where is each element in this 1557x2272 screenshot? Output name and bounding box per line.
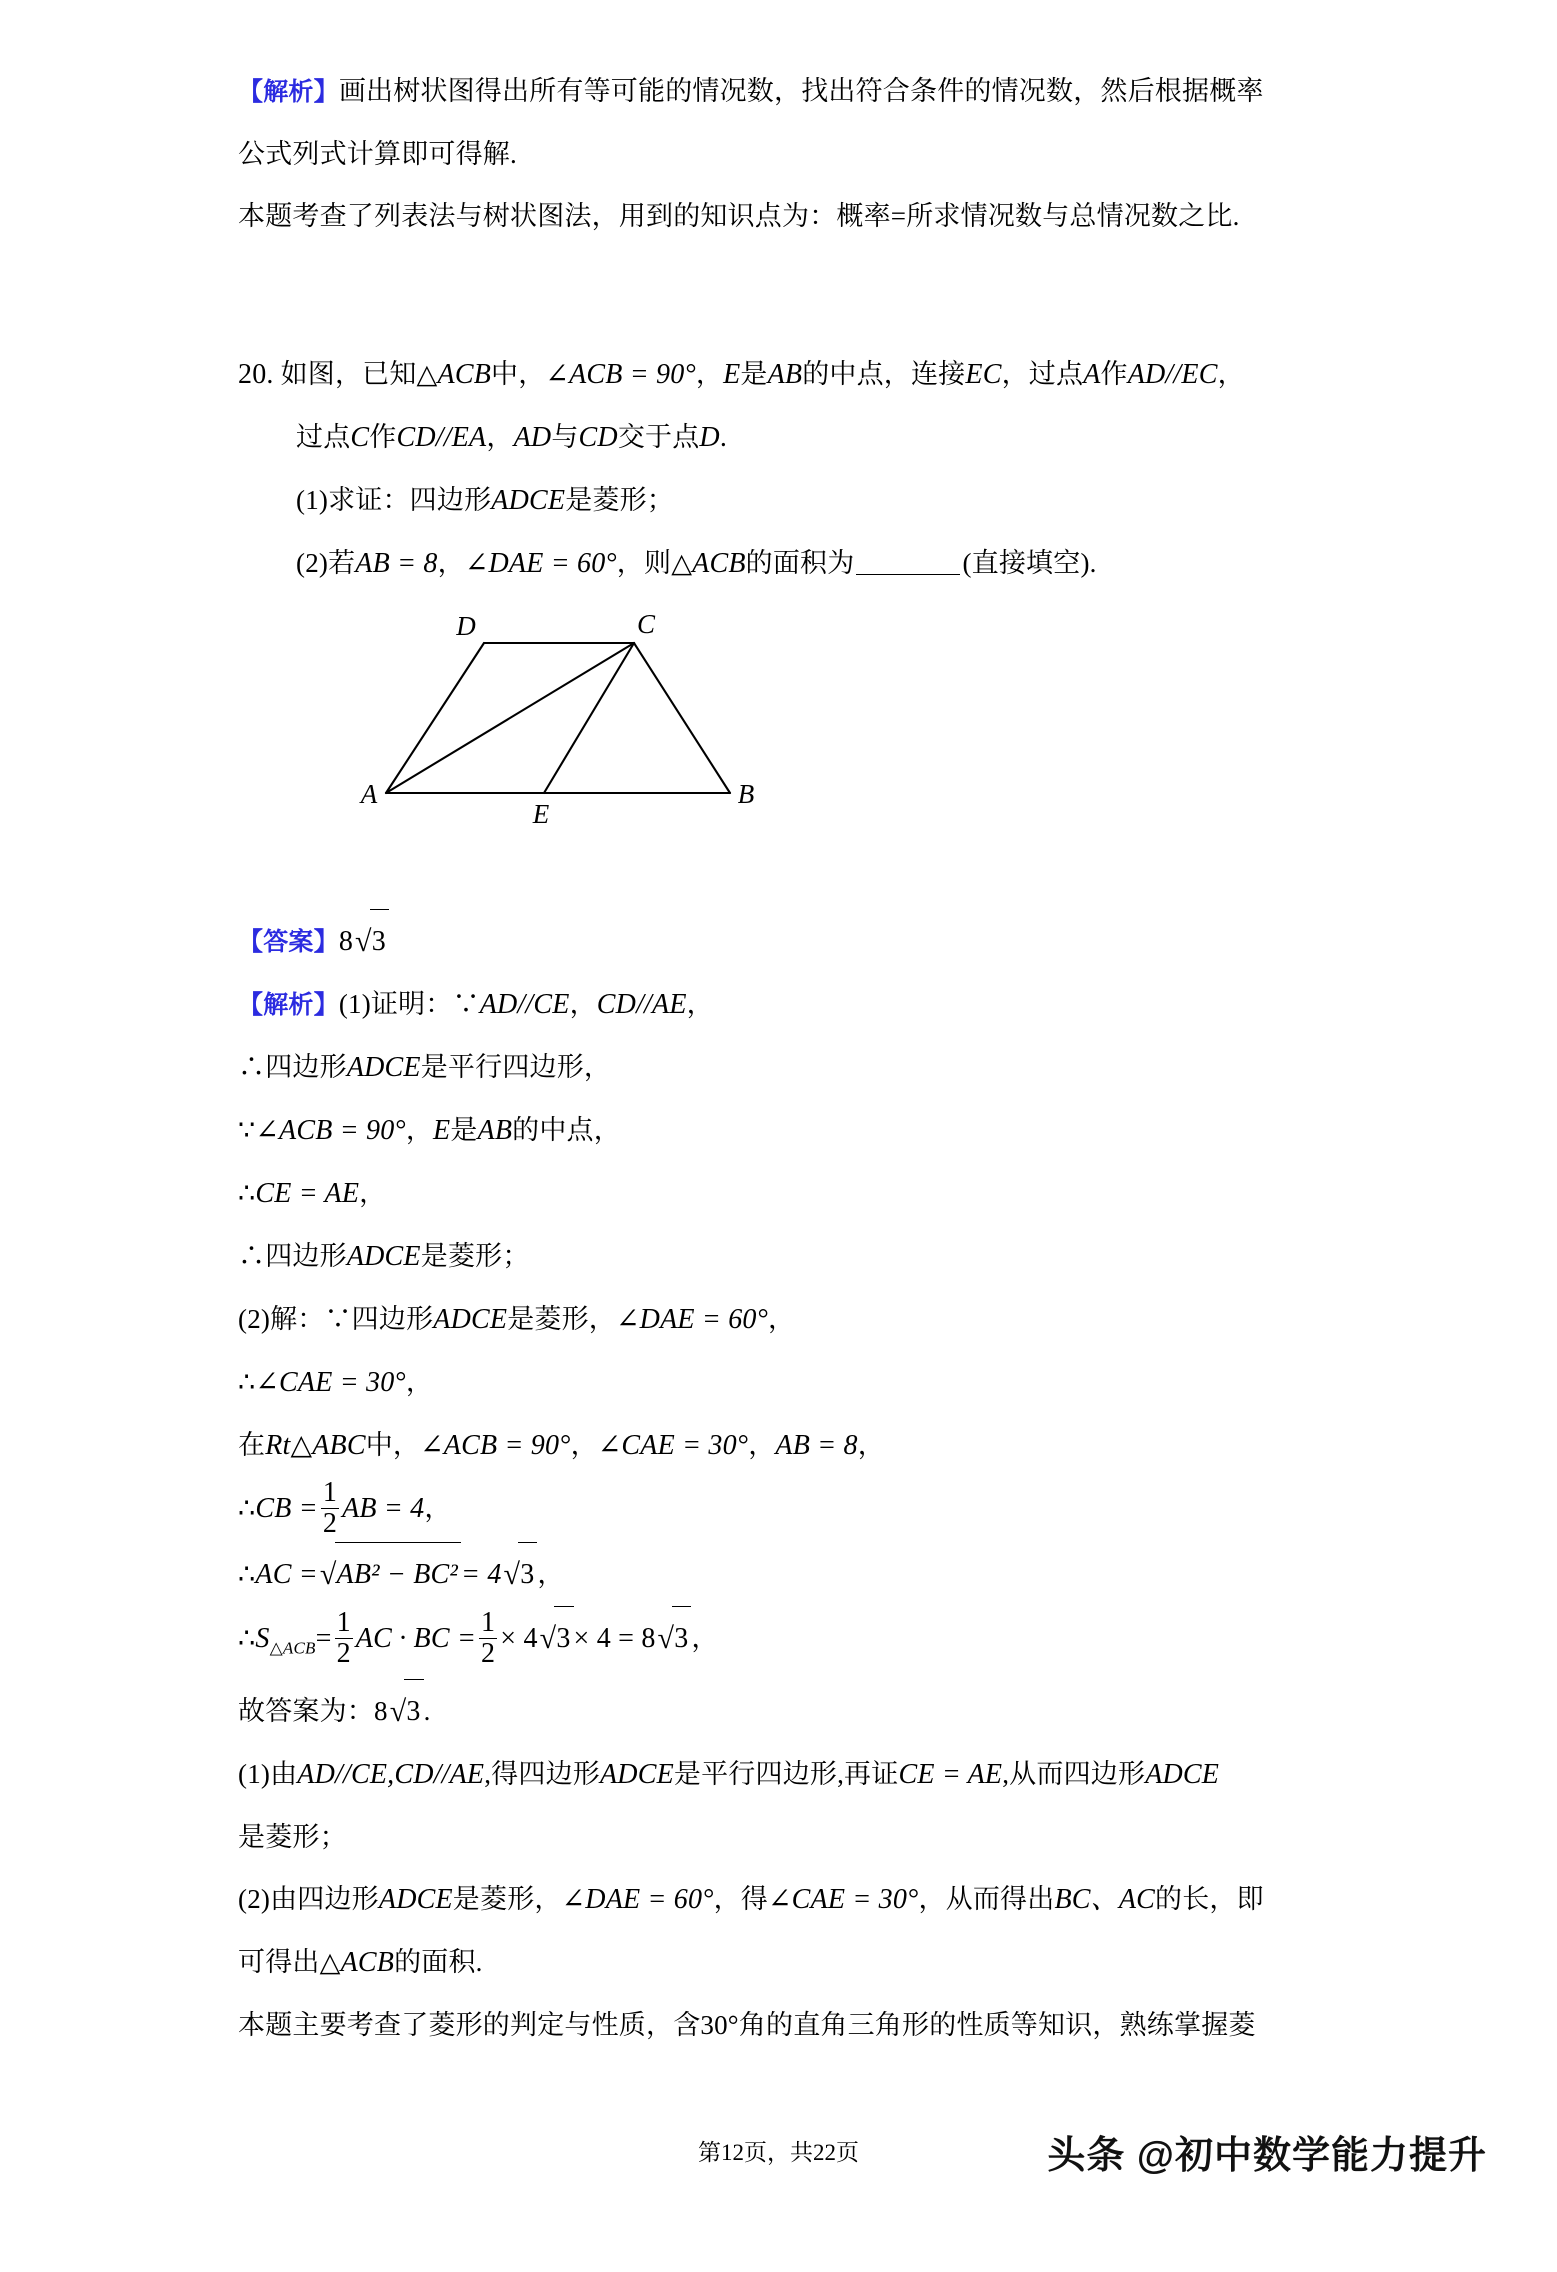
part1-math-adce: ADCE xyxy=(491,485,566,516)
exp-10b: AC = xyxy=(255,1558,318,1590)
sum-1e: 是平行四边形,再证 xyxy=(673,1758,899,1789)
exp-11sub: △ACB xyxy=(269,1637,316,1657)
exp-1b: AD//CE xyxy=(479,989,570,1020)
stem-math-ec: EC xyxy=(965,359,1002,390)
watermark: 头条 @初中数学能力提升 xyxy=(1047,2135,1487,2177)
stem-text-1o: ， xyxy=(1217,359,1245,389)
stem-math-e: E xyxy=(723,359,741,390)
explanation-line-12 xyxy=(238,1679,1338,1743)
stem-text-2i: 交于点 xyxy=(617,422,700,452)
exp-1c: ， xyxy=(569,989,597,1019)
sum-1d: ADCE xyxy=(599,1758,674,1790)
exp-7a: ∴ xyxy=(238,1367,256,1397)
exp-6a: (2)解：∵四边形 xyxy=(238,1304,434,1334)
prev-explanation-block xyxy=(238,60,1338,123)
prev-explanation-line3-row xyxy=(238,185,1338,247)
question20-stem-line1 xyxy=(238,343,1338,406)
exp-1e: ， xyxy=(686,989,714,1019)
exp-9c: AB = 4 xyxy=(342,1493,425,1524)
stem-math-cd-par-ea: CD//EA xyxy=(396,422,487,453)
part2-text-e: ，则△ xyxy=(616,548,693,578)
stem-text-2g: 与 xyxy=(551,422,579,452)
stem-math-cd: CD xyxy=(578,422,618,453)
diagram-label-B: B xyxy=(737,779,755,809)
summary-line-4 xyxy=(238,1931,1338,1994)
explanation-tag-2: 【解析】 xyxy=(238,991,339,1019)
sum-1a: (1)由 xyxy=(238,1758,298,1789)
diagram-label-A: A xyxy=(360,779,378,809)
diagram-label-E: E xyxy=(532,799,550,829)
sum-4c: 的面积. xyxy=(394,1946,483,1977)
question-number: 20. xyxy=(238,359,274,390)
exp-5c: 是菱形； xyxy=(420,1241,530,1271)
spacer xyxy=(238,247,1338,343)
stem-math-ab: AB xyxy=(767,359,803,390)
explanation-line-9 xyxy=(238,1477,1338,1542)
sqrt-3-d: √3 xyxy=(388,1679,424,1743)
answer-blank[interactable] xyxy=(856,554,960,575)
exp-10d: ， xyxy=(537,1558,565,1589)
prev-explanation-line3: 本题考查了列表法与树状图法，用到的知识点为：概率=所求情况数与总情况数之比. xyxy=(238,201,1240,231)
exp-2c: 是平行四边形， xyxy=(420,1052,612,1082)
stem-math-a: A xyxy=(1083,359,1101,390)
exp-11s: S xyxy=(255,1622,270,1654)
part1-text-c: 是菱形； xyxy=(565,485,675,515)
answer-block xyxy=(238,909,1338,973)
exp-3d: E xyxy=(433,1115,451,1146)
exp-8h: ∠CAE = 30° xyxy=(597,1430,749,1461)
exp-4a: ∴ xyxy=(238,1178,256,1208)
part2-text-a: (2)若 xyxy=(296,548,356,578)
sum-1c: ,得四边形 xyxy=(484,1758,600,1789)
question20-part1 xyxy=(238,469,1338,532)
exp-2a: ∴四边形 xyxy=(238,1052,347,1082)
exp-4b: CE = AE xyxy=(255,1178,360,1209)
sum-1b: AD//CE,CD//AE xyxy=(297,1758,485,1790)
frac-num: 1 xyxy=(336,1606,351,1638)
exp-3c: ， xyxy=(405,1115,434,1145)
explanation-line-4 xyxy=(238,1162,1338,1225)
exp-3f: AB xyxy=(477,1115,513,1146)
stem-math-d: D xyxy=(699,422,720,453)
stem-text-1m: 作 xyxy=(1100,359,1128,389)
sum-2: 是菱形； xyxy=(238,1821,347,1852)
exp-9d: ， xyxy=(424,1493,452,1523)
part2-math-angle-dae: ∠DAE = 60° xyxy=(464,548,617,579)
sum-1h: ADCE xyxy=(1145,1758,1220,1790)
explanation-line-7 xyxy=(238,1351,1338,1414)
stem-text-1c: 中， xyxy=(491,359,546,389)
segment-CB xyxy=(634,643,730,793)
exp-8b: Rt xyxy=(265,1430,291,1461)
exp-8g: ， xyxy=(570,1430,598,1460)
diagram-label-D: D xyxy=(456,611,476,641)
exp-6b: ADCE xyxy=(433,1304,508,1335)
explanation-line-2 xyxy=(238,1036,1338,1099)
page-number: 第12页，共22页 xyxy=(698,2140,859,2165)
page-footer xyxy=(0,2134,1557,2224)
summary-line-5 xyxy=(238,1994,1338,2056)
prev-explanation-line1: 画出树状图得出所有等可能的情况数，找出符合条件的情况数，然后根据概率 xyxy=(338,76,1264,106)
exp-2b: ADCE xyxy=(346,1052,421,1083)
explanation-tag: 【解析】 xyxy=(238,78,339,106)
sum-3f: ∠CAE = 30° xyxy=(768,1883,919,1915)
exp-1d: CD//AE xyxy=(596,989,687,1020)
sqrt-3-b: √3 xyxy=(538,1606,574,1670)
segment-AC xyxy=(386,643,634,793)
stem-text-1g: 是 xyxy=(740,359,768,389)
explanation-line-11 xyxy=(238,1606,1338,1679)
sum-1f: CE = AE xyxy=(898,1758,1003,1790)
answer-sqrt: √3 xyxy=(353,909,389,973)
stem-math-acb: ACB xyxy=(437,359,492,390)
part2-text-g: 的面积为 xyxy=(745,548,855,578)
sum-3c: 是菱形， xyxy=(452,1883,562,1914)
explanation-line-8 xyxy=(238,1414,1338,1477)
sqrt-3-c: √3 xyxy=(656,1606,692,1670)
exp-8d: ABC xyxy=(312,1430,366,1461)
exp-10a: ∴ xyxy=(238,1558,256,1589)
frac-num: 1 xyxy=(322,1477,338,1509)
radicand-3: 3 xyxy=(404,1679,423,1743)
exp-6c: 是菱形， xyxy=(507,1304,617,1334)
exp-7c: ， xyxy=(405,1367,434,1397)
explanation-line-5 xyxy=(238,1225,1338,1288)
sum-3b: ADCE xyxy=(378,1883,453,1915)
geometry-svg xyxy=(238,601,1338,851)
exp-3e: 是 xyxy=(450,1115,478,1145)
part2-text-c: ， xyxy=(437,548,465,578)
stem-text-2k: . xyxy=(719,422,728,453)
stem-text-2c: 作 xyxy=(369,422,397,452)
sqrt-ab2-bc2: √AB² − BC² xyxy=(318,1542,461,1606)
sum-1g: ,从而四边形 xyxy=(1002,1758,1146,1789)
prev-explanation-line2: 公式列式计算即可得解. xyxy=(238,139,517,169)
stem-text-2e: ， xyxy=(486,422,514,452)
answer-coefficient: 8 xyxy=(338,926,354,957)
sum-4b: ACB xyxy=(340,1946,395,1978)
question20-stem-line2 xyxy=(238,406,1338,469)
summary-line-1 xyxy=(238,1743,1338,1806)
fraction-half-3 xyxy=(479,1608,497,1669)
explanation-line-3 xyxy=(238,1099,1338,1162)
segment-EC xyxy=(544,643,634,793)
frac-den: 2 xyxy=(322,1508,338,1540)
question20-part2 xyxy=(238,532,1338,595)
exp-5a: ∴四边形 xyxy=(238,1241,347,1271)
explanation-line-10 xyxy=(238,1542,1338,1606)
exp-8i: ， xyxy=(748,1430,776,1460)
spacer xyxy=(238,851,1338,909)
exp-8e: 中， xyxy=(365,1430,421,1460)
exp-7b: ∠CAE = 30° xyxy=(255,1367,406,1398)
exp-11a: ∴ xyxy=(238,1622,256,1653)
part2-text-h: (直接填空). xyxy=(962,548,1097,578)
diagram-label-C: C xyxy=(636,609,656,639)
stem-text-1i: 的中点，连接 xyxy=(802,359,966,389)
exp-9b: CB = xyxy=(255,1493,318,1524)
radicand-3: 3 xyxy=(554,1606,573,1670)
exp-11b: AC · BC = xyxy=(355,1622,477,1654)
explanation-line-6 xyxy=(238,1288,1338,1351)
stem-text-1a: 如图，已知△ xyxy=(280,359,438,389)
sum-3e: ，得 xyxy=(713,1883,768,1914)
summary-line-2 xyxy=(238,1806,1338,1868)
stem-text-1k: ，过点 xyxy=(1001,359,1084,389)
exp-6e: ， xyxy=(768,1304,796,1334)
sum-5: 本题主要考查了菱形的判定与性质，含30°角的直角三角形的性质等知识，熟练掌握菱 xyxy=(238,2009,1256,2040)
frac-num: 1 xyxy=(481,1606,496,1638)
explanation-line-1 xyxy=(238,973,1338,1036)
stem-text-1e: ， xyxy=(695,359,724,389)
frac-den: 2 xyxy=(336,1637,351,1669)
fraction-half-2 xyxy=(335,1608,353,1669)
segment-AD xyxy=(386,643,484,793)
exp-12b: . xyxy=(423,1695,431,1726)
exp-11e: ， xyxy=(691,1622,719,1653)
exp-6d: ∠DAE = 60° xyxy=(616,1304,768,1335)
stem-math-c: C xyxy=(350,422,370,453)
exp-9a: ∴ xyxy=(238,1493,256,1523)
exp-12a: 故答案为：8 xyxy=(238,1695,388,1726)
part1-text-a: (1)求证：四边形 xyxy=(296,485,492,515)
exp-1a: (1)证明：∵ xyxy=(338,989,480,1019)
sqrt-3-a: √3 xyxy=(502,1542,538,1606)
radicand-3: 3 xyxy=(672,1606,691,1670)
sum-4a: 可得出△ xyxy=(238,1946,341,1977)
answer-radicand: 3 xyxy=(370,909,389,973)
answer-tag: 【答案】 xyxy=(238,928,339,956)
radicand-3: 3 xyxy=(518,1542,537,1606)
sum-3a: (2)由四边形 xyxy=(238,1883,379,1914)
exp-4c: ， xyxy=(359,1178,387,1208)
prev-explanation-line2-row xyxy=(238,123,1338,185)
exp-10c: = 4 xyxy=(461,1558,502,1590)
exp-8c: △ xyxy=(290,1430,313,1461)
frac-den: 2 xyxy=(481,1637,496,1669)
stem-math-ad-par-ec: AD//EC xyxy=(1127,359,1218,390)
fraction-half-1 xyxy=(321,1478,339,1539)
stem-text-2a: 过点 xyxy=(296,422,351,452)
stem-math-ad: AD xyxy=(513,422,552,453)
sum-3g: ，从而得出 xyxy=(918,1883,1055,1914)
exp-5b: ADCE xyxy=(346,1241,421,1272)
sum-3h: BC、AC xyxy=(1054,1883,1155,1915)
exp-11c: × 4 xyxy=(500,1622,538,1654)
part2-math-acb: ACB xyxy=(692,548,746,579)
sum-3d: ∠DAE = 60° xyxy=(561,1883,714,1915)
exp-8k: ， xyxy=(857,1430,885,1460)
part2-math-ab8: AB = 8 xyxy=(355,548,438,579)
exp-11eq1: = xyxy=(315,1622,332,1654)
sum-3i: 的长，即 xyxy=(1155,1883,1264,1914)
radicand-expr: AB² − BC² xyxy=(335,1542,461,1606)
exp-3g: 的中点， xyxy=(512,1115,621,1145)
exp-11d: × 4 = 8 xyxy=(573,1622,656,1654)
geometry-figure xyxy=(238,601,1338,851)
exp-8f: ∠ACB = 90° xyxy=(420,1430,571,1461)
exp-3a: ∵ xyxy=(238,1115,256,1145)
page-content xyxy=(238,60,1338,2056)
exp-8a: 在 xyxy=(238,1430,266,1460)
exp-8j: AB = 8 xyxy=(775,1430,858,1461)
stem-math-angle-acb: ∠ACB = 90° xyxy=(545,359,696,390)
exp-3b: ∠ACB = 90° xyxy=(255,1115,406,1146)
summary-line-3 xyxy=(238,1868,1338,1931)
